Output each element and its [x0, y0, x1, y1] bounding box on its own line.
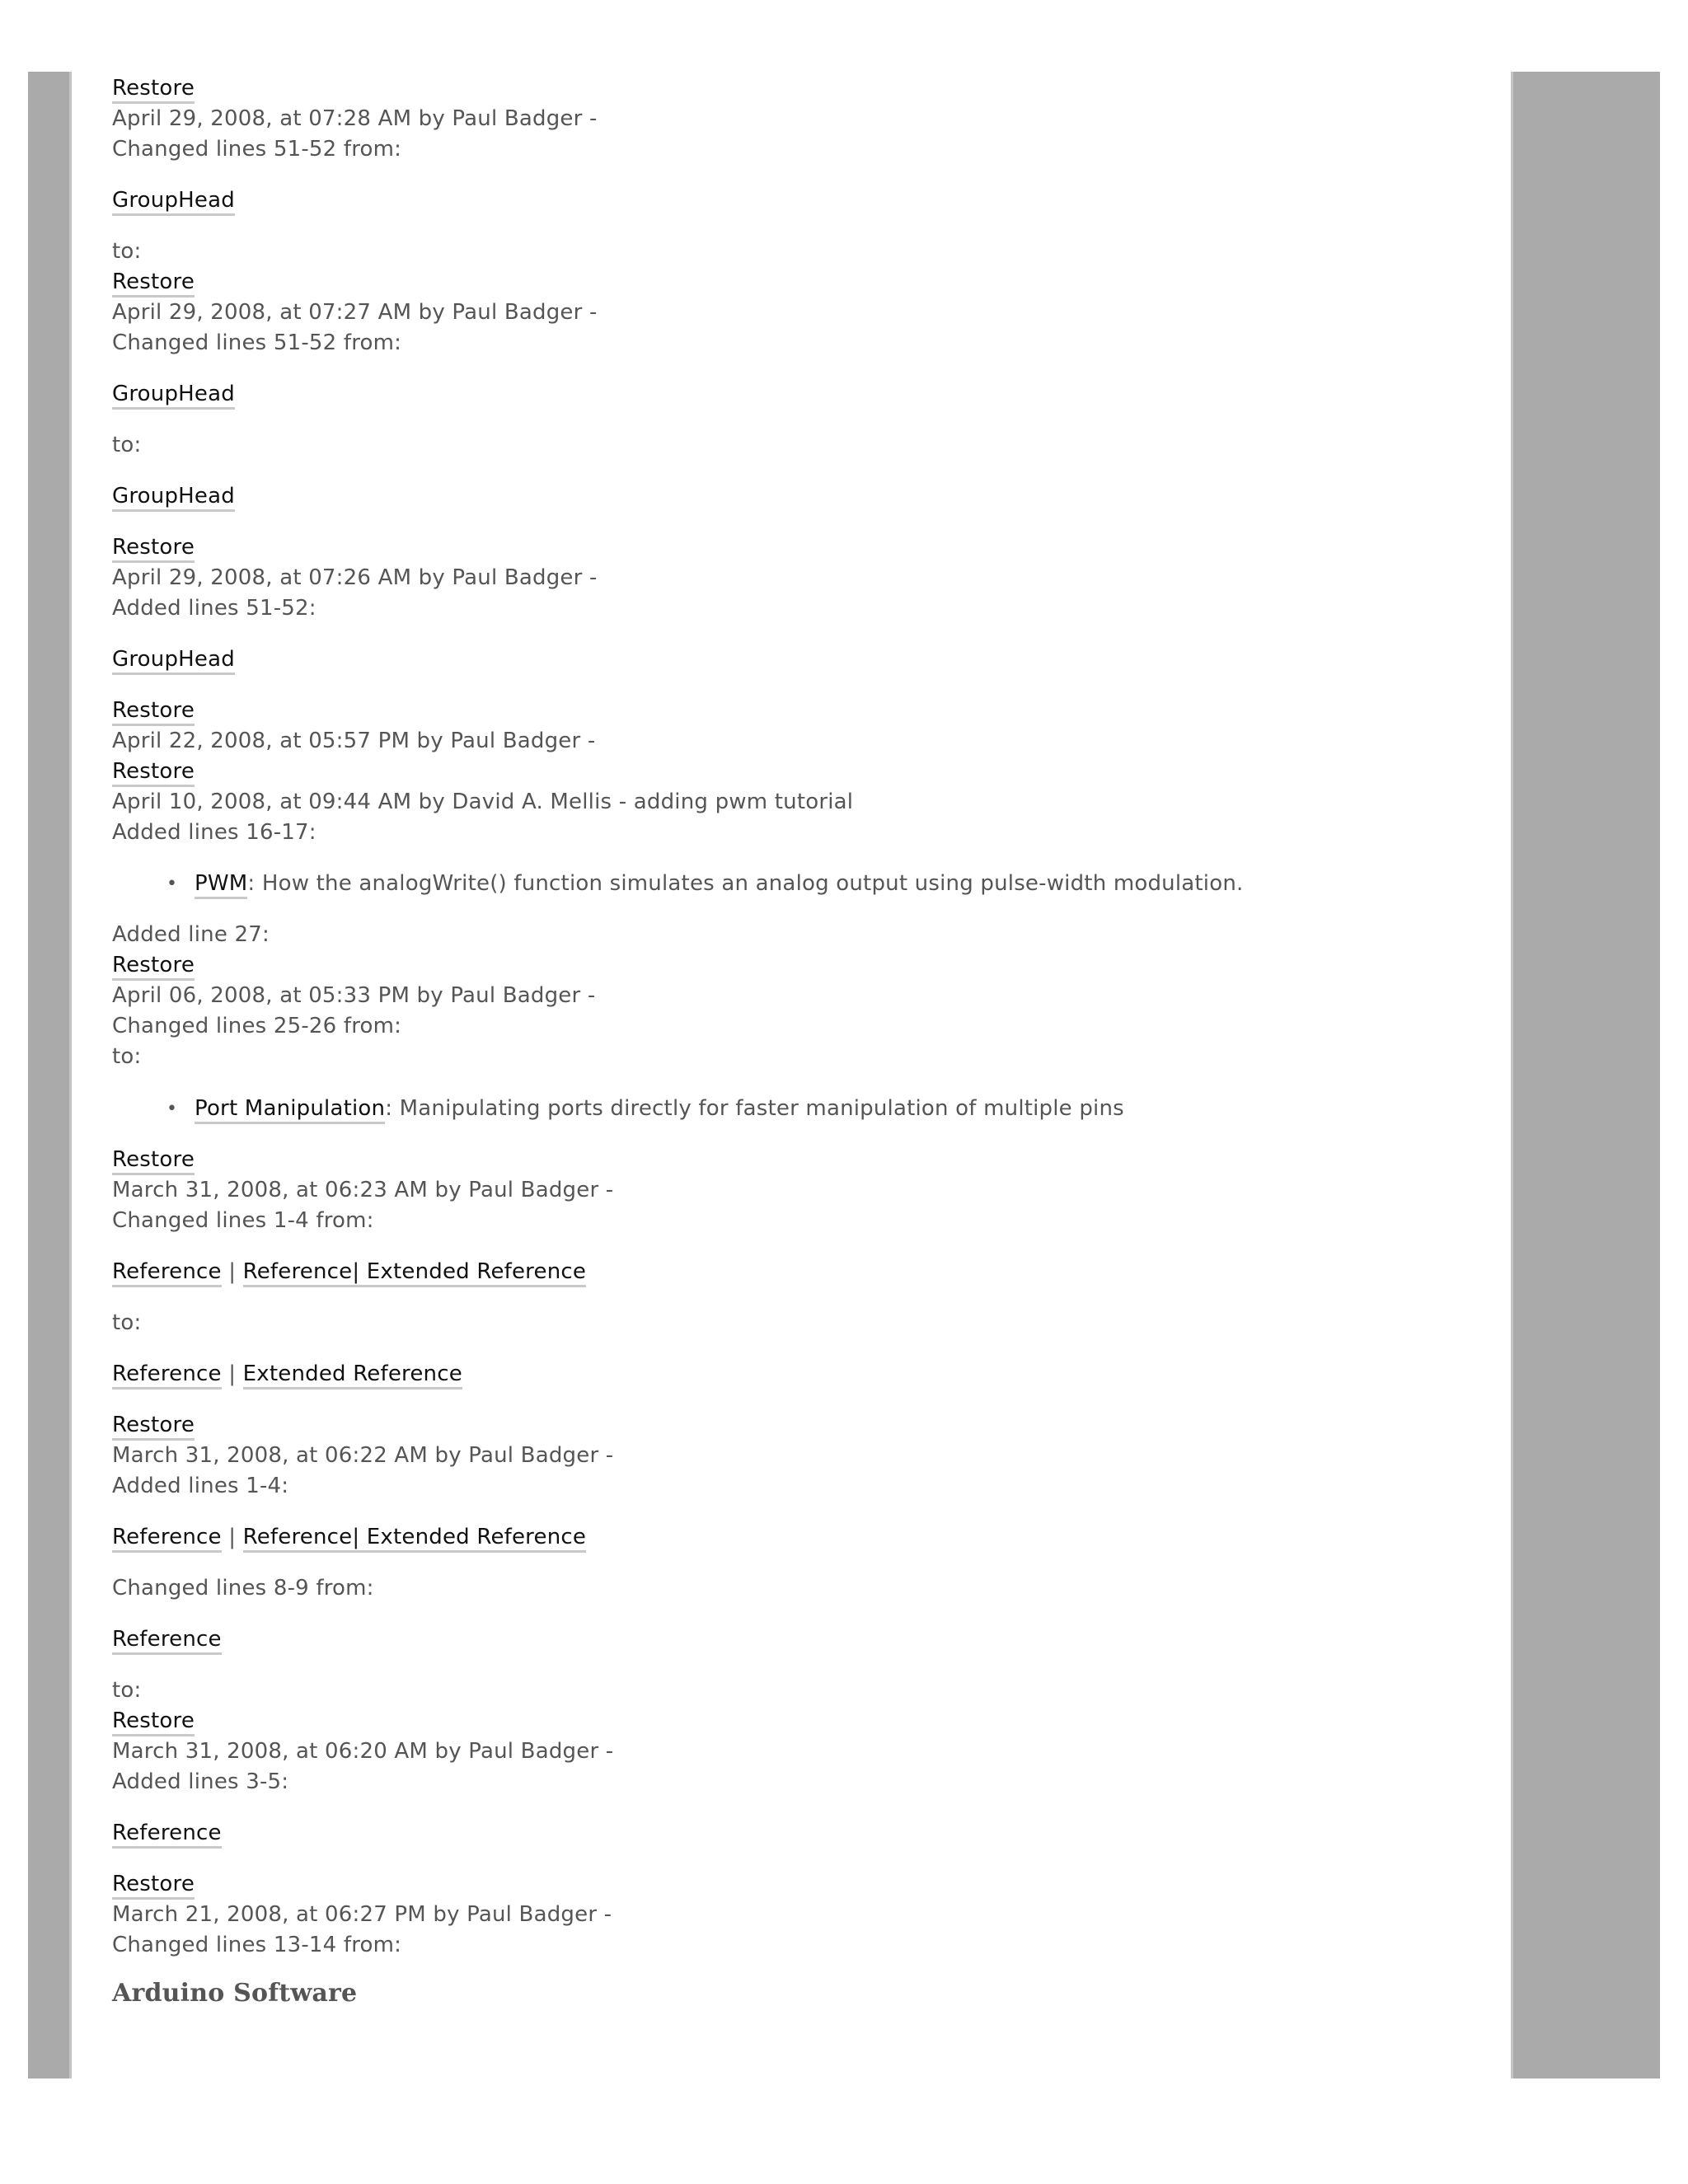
restore-link[interactable]: Restore: [112, 535, 195, 563]
history-entry-restore: [112, 1412, 195, 1438]
diff-line: [112, 381, 235, 407]
bullet-dot: •: [166, 874, 177, 894]
history-entry-change: Added line 27:: [112, 922, 270, 947]
diff-line: [112, 1361, 462, 1387]
history-entry-restore: [112, 269, 195, 295]
history-entry-change: Added lines 3-5:: [112, 1769, 289, 1794]
history-entry-restore: [112, 1146, 195, 1173]
history-entry-restore: [112, 697, 195, 724]
link-separator: |: [228, 1361, 237, 1386]
reference-link[interactable]: Reference: [112, 1627, 222, 1655]
grouphead-link[interactable]: GroupHead: [112, 188, 235, 216]
extended-reference-link[interactable]: Extended Reference: [243, 1361, 462, 1390]
diff-line: [112, 483, 235, 509]
left-sidebar-edge: [69, 72, 72, 2079]
history-entry-meta: March 31, 2008, at 06:22 AM by Paul Badger -: [112, 1443, 614, 1468]
history-entry-change: Changed lines 51-52 from:: [112, 330, 402, 355]
grouphead-link[interactable]: GroupHead: [112, 382, 235, 410]
restore-link[interactable]: Restore: [112, 1872, 195, 1900]
diff-line: [112, 646, 235, 673]
history-entry-meta: April 22, 2008, at 05:57 PM by Paul Badger -: [112, 729, 596, 753]
restore-link[interactable]: Restore: [112, 1147, 195, 1175]
diff-line: [112, 1258, 586, 1285]
history-entry-meta: April 10, 2008, at 09:44 AM by David A. Mellis - adding pwm tutorial: [112, 790, 854, 814]
diff-to-label: to:: [112, 239, 142, 264]
reference-link[interactable]: Reference: [112, 1259, 222, 1287]
link-separator: |: [228, 1525, 237, 1549]
diff-line: [112, 1524, 586, 1550]
history-entry-change: Changed lines 51-52 from:: [112, 137, 402, 162]
diff-line: [112, 1626, 222, 1652]
restore-link[interactable]: Restore: [112, 76, 195, 104]
history-entry-restore: [112, 534, 195, 560]
diff-to-label: to:: [112, 1310, 142, 1335]
diff-line: [112, 1820, 222, 1846]
extended-reference-link[interactable]: Reference| Extended Reference: [243, 1259, 586, 1287]
reference-link[interactable]: Reference: [112, 1361, 222, 1390]
history-entry-meta: April 29, 2008, at 07:27 AM by Paul Badger -: [112, 300, 598, 325]
diff-bullet-item: [195, 1095, 1124, 1122]
restore-link[interactable]: Restore: [112, 269, 195, 298]
port-manipulation-link[interactable]: Port Manipulation: [195, 1096, 385, 1124]
history-entry-restore: [112, 1871, 195, 1897]
history-entry-change: Added lines 16-17:: [112, 820, 316, 845]
diff-to-label: to:: [112, 433, 142, 457]
history-entry-restore: [112, 75, 195, 101]
grouphead-link[interactable]: GroupHead: [112, 484, 235, 512]
history-entry-meta: March 21, 2008, at 06:27 PM by Paul Badger -: [112, 1902, 612, 1927]
restore-link[interactable]: Restore: [112, 1708, 195, 1736]
history-entry-meta: March 31, 2008, at 06:20 AM by Paul Badger -: [112, 1739, 614, 1764]
history-entry-restore: [112, 1708, 195, 1734]
bullet-dot: •: [166, 1099, 177, 1119]
reference-link[interactable]: Reference: [112, 1525, 222, 1553]
history-entry-meta: March 31, 2008, at 06:23 AM by Paul Badger -: [112, 1178, 614, 1202]
history-entry-change: Changed lines 13-14 from:: [112, 1933, 402, 1957]
history-entry-change: Changed lines 8-9 from:: [112, 1576, 374, 1601]
history-entry-meta: April 29, 2008, at 07:28 AM by Paul Badger -: [112, 106, 598, 131]
restore-link[interactable]: Restore: [112, 759, 195, 787]
left-sidebar-bar: [28, 72, 71, 2079]
history-entry-change: Added lines 1-4:: [112, 1474, 289, 1498]
history-entry-meta: April 06, 2008, at 05:33 PM by Paul Badger -: [112, 983, 596, 1008]
diff-to-label: to:: [112, 1044, 142, 1069]
diff-heading: Arduino Software: [112, 1979, 358, 2008]
pwm-link[interactable]: PWM: [195, 871, 247, 899]
history-entry-restore: [112, 952, 195, 978]
history-entry-change: Changed lines 1-4 from:: [112, 1208, 374, 1233]
diff-bullet-item: [195, 870, 1243, 897]
reference-link[interactable]: Reference: [112, 1821, 222, 1849]
link-separator: |: [228, 1259, 237, 1284]
history-entry-meta: April 29, 2008, at 07:26 AM by Paul Badger -: [112, 565, 598, 590]
bullet-description: : Manipulating ports directly for faster manipulation of multiple pins: [385, 1096, 1124, 1121]
history-entry-change: Added lines 51-52:: [112, 596, 316, 621]
history-entry-change: Changed lines 25-26 from:: [112, 1014, 402, 1038]
bullet-description: : How the analogWrite() function simulates an analog output using pulse-width modulation.: [247, 871, 1244, 896]
right-sidebar-bar: [1511, 72, 1660, 2079]
diff-line: [112, 187, 235, 213]
restore-link[interactable]: Restore: [112, 953, 195, 981]
restore-link[interactable]: Restore: [112, 698, 195, 726]
diff-to-label: to:: [112, 1678, 142, 1703]
right-sidebar-edge: [1511, 72, 1513, 2079]
grouphead-link[interactable]: GroupHead: [112, 647, 235, 675]
restore-link[interactable]: Restore: [112, 1413, 195, 1441]
extended-reference-link[interactable]: Reference| Extended Reference: [243, 1525, 586, 1553]
history-entry-restore: [112, 758, 195, 785]
